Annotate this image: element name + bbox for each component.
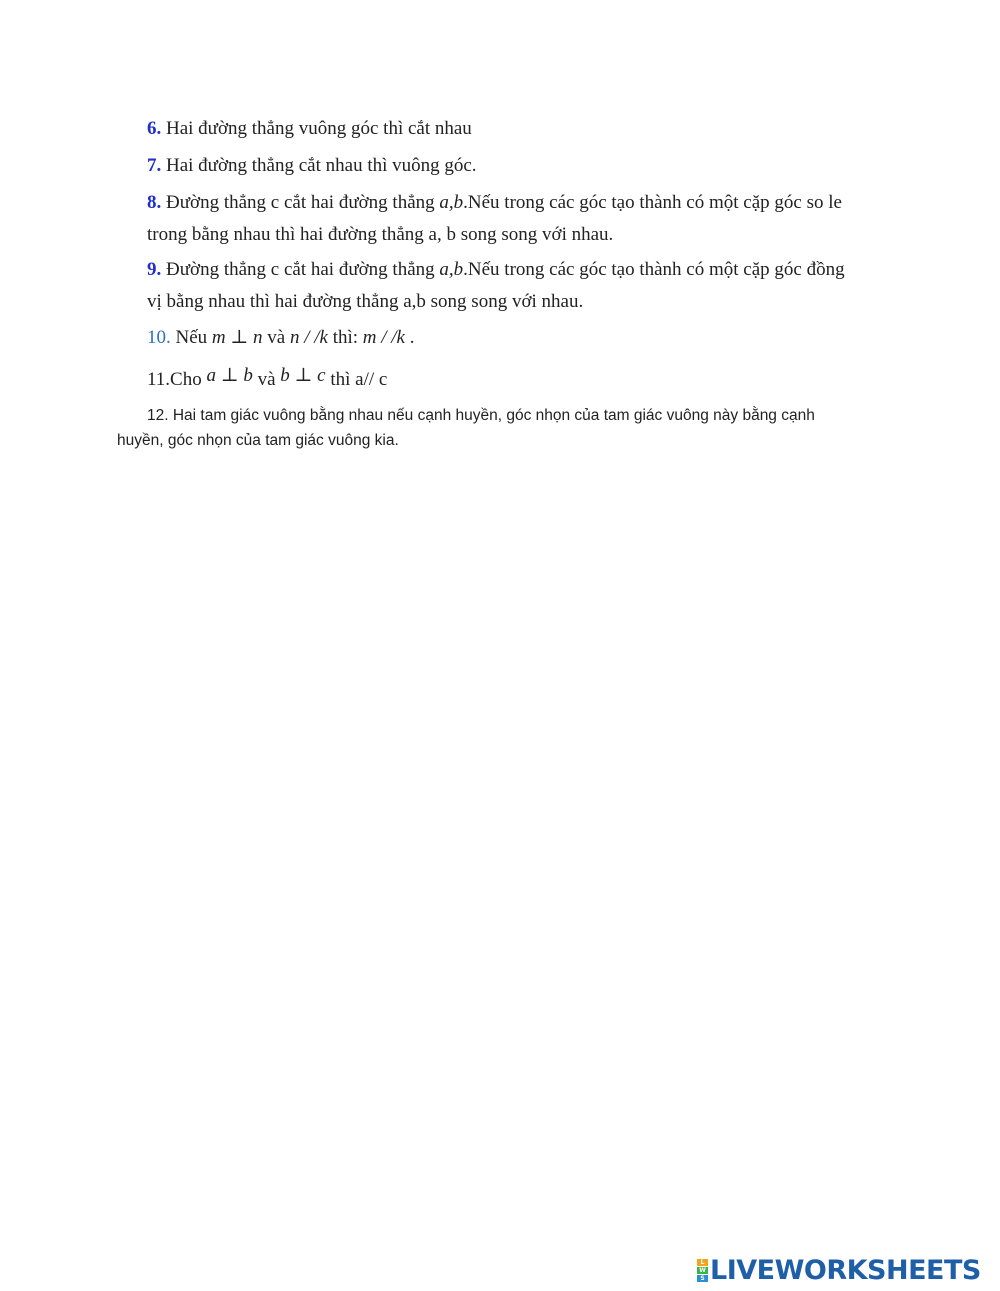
item-text: trong bằng nhau thì hai đường thẳng a, b song song với nhau.	[147, 224, 614, 245]
math-expression: a ⊥ b	[206, 365, 253, 386]
item-9-line-2	[147, 286, 583, 318]
item-text: vị bằng nhau thì hai đường thẳng a,b song song với nhau.	[147, 291, 584, 312]
item-10	[147, 322, 415, 354]
item-text: .Nếu trong các góc tạo thành có một cặp góc so le	[463, 192, 842, 213]
item-12-line-1	[147, 403, 815, 429]
item-number: 6.	[147, 118, 162, 139]
math-expression: m / /k	[362, 327, 405, 348]
item-11	[147, 364, 387, 396]
math-expression: b ⊥ c	[280, 365, 326, 386]
logo-icon-block: L	[697, 1259, 708, 1266]
item-number: 8.	[147, 192, 162, 213]
math-expression: a,b	[439, 259, 464, 280]
liveworksheets-logo	[697, 1254, 981, 1286]
item-number: 10.	[147, 327, 171, 348]
item-number: 9.	[147, 259, 162, 280]
math-expression: a,b	[439, 192, 464, 213]
item-text: Đường thẳng c cắt hai đường thẳng	[161, 259, 440, 280]
logo-icon-block: W	[697, 1267, 708, 1274]
item-text: và	[252, 369, 281, 390]
item-text: thì a// c	[325, 369, 388, 390]
item-text: Nếu	[170, 327, 212, 348]
item-6	[147, 113, 472, 145]
item-number: 7.	[147, 155, 162, 176]
item-text: thì:	[327, 327, 363, 348]
item-text: .	[405, 327, 415, 348]
item-8-line-2	[147, 219, 613, 251]
item-text: Hai đường thẳng cắt nhau thì vuông góc.	[161, 155, 477, 176]
logo-text: LIVEWORKSHEETS	[710, 1254, 981, 1286]
item-8-line-1	[147, 187, 842, 219]
item-number: 11.	[147, 369, 171, 390]
item-text: 12. Hai tam giác vuông bằng nhau nếu cạnh huyền, góc nhọn của tam giác vuông này bằng cạnh	[147, 407, 815, 424]
item-7	[147, 150, 477, 182]
item-9-line-1	[147, 254, 845, 286]
item-text: Cho	[170, 369, 207, 390]
item-text: Hai đường thẳng vuông góc thì cắt nhau	[161, 118, 472, 139]
math-expression: n / /k	[289, 327, 328, 348]
item-text: và	[262, 327, 290, 348]
logo-icon	[697, 1259, 708, 1282]
math-expression: m ⊥ n	[211, 327, 263, 348]
item-12-line-2	[117, 428, 399, 454]
item-text: .Nếu trong các góc tạo thành có một cặp góc đồng	[463, 259, 845, 280]
item-text: Đường thẳng c cắt hai đường thẳng	[161, 192, 440, 213]
logo-icon-block: S	[697, 1275, 708, 1282]
item-text: huyền, góc nhọn của tam giác vuông kia.	[117, 432, 399, 449]
